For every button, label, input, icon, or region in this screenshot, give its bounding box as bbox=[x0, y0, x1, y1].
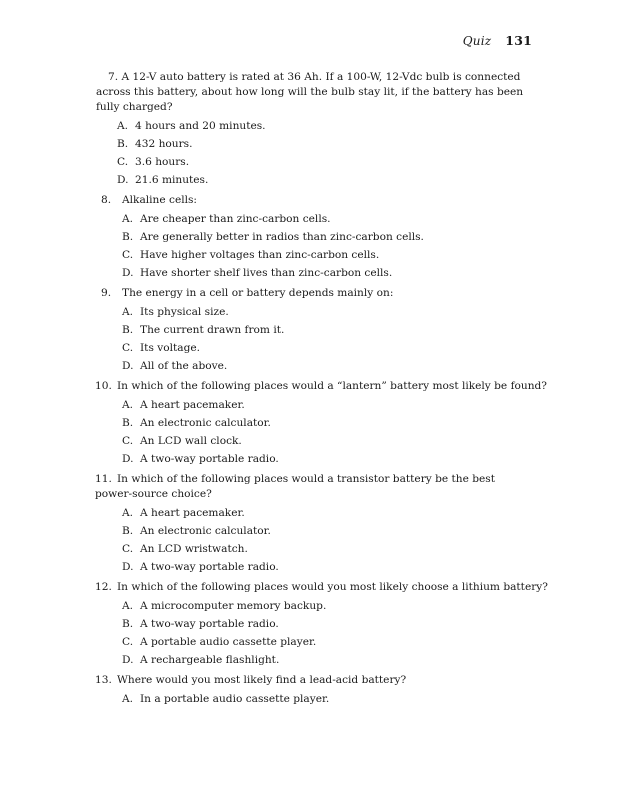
choice-d: D. Have shorter shelf lives than zinc-carbon cells. bbox=[122, 267, 393, 279]
question-text bbox=[95, 580, 548, 595]
question-body: The energy in a cell or battery depends mainly on: bbox=[122, 287, 394, 299]
choice-a: A. A heart pacemaker. bbox=[122, 399, 245, 411]
question-body: In which of the following places would you most likely choose a lithium battery? bbox=[117, 581, 548, 593]
choice-b: B. A two-way portable radio. bbox=[122, 618, 279, 630]
question-12 bbox=[95, 580, 548, 669]
choice-c: C. A portable audio cassette player. bbox=[122, 636, 317, 648]
choice-c: C. An LCD wall clock. bbox=[122, 435, 242, 447]
question-13 bbox=[95, 673, 531, 708]
choice-list bbox=[101, 210, 531, 282]
question-body: Alkaline cells: bbox=[122, 194, 197, 206]
question-number: 8. bbox=[101, 194, 112, 206]
choice-list bbox=[101, 597, 531, 669]
choice-c: C. An LCD wristwatch. bbox=[122, 543, 248, 555]
choice-list bbox=[101, 303, 531, 375]
choice-b: B. An electronic calculator. bbox=[122, 525, 271, 537]
choice-c: C. 3.6 hours. bbox=[117, 156, 190, 168]
choice-b: B. An electronic calculator. bbox=[122, 417, 271, 429]
question-text bbox=[101, 193, 531, 208]
question-body: In which of the following places would a “lantern” battery most likely be found? bbox=[117, 380, 547, 392]
question-text bbox=[96, 70, 531, 115]
choice-list bbox=[101, 504, 531, 576]
choice-a: A. In a portable audio cassette player. bbox=[122, 693, 330, 705]
choice-d: D. A two-way portable radio. bbox=[122, 453, 279, 465]
question-text bbox=[95, 673, 531, 688]
choice-list bbox=[101, 690, 531, 708]
question-8 bbox=[101, 193, 531, 282]
running-header bbox=[463, 33, 532, 48]
choice-b: B. Are generally better in radios than zinc-carbon cells. bbox=[122, 231, 424, 243]
question-text bbox=[95, 379, 547, 394]
choice-a: A. Are cheaper than zinc-carbon cells. bbox=[122, 213, 331, 225]
choice-b: B. 432 hours. bbox=[117, 138, 193, 150]
choice-d: D. A two-way portable radio. bbox=[122, 561, 279, 573]
question-11 bbox=[95, 472, 531, 576]
question-number: 13. bbox=[95, 674, 112, 686]
question-number: 7. bbox=[108, 71, 119, 83]
question-number: 11. bbox=[95, 473, 112, 485]
choice-d: D. 21.6 minutes. bbox=[117, 174, 209, 186]
choice-d: D. A rechargeable flashlight. bbox=[122, 654, 280, 666]
choice-b: B. The current drawn from it. bbox=[122, 324, 285, 336]
choice-a: A. A heart pacemaker. bbox=[122, 507, 245, 519]
question-7 bbox=[96, 70, 531, 189]
question-body: Where would you most likely find a lead-acid battery? bbox=[117, 674, 407, 686]
page-number: 131 bbox=[505, 33, 532, 48]
question-number: 12. bbox=[95, 581, 112, 593]
question-number: 9. bbox=[101, 287, 112, 299]
choice-c: C. Its voltage. bbox=[122, 342, 200, 354]
choice-a: A. A microcomputer memory backup. bbox=[122, 600, 327, 612]
quiz-content bbox=[95, 70, 548, 712]
choice-list bbox=[96, 117, 531, 189]
question-9 bbox=[101, 286, 531, 375]
question-number: 10. bbox=[95, 380, 112, 392]
question-10 bbox=[95, 379, 547, 468]
choice-list bbox=[101, 396, 531, 468]
choice-a: A. Its physical size. bbox=[122, 306, 229, 318]
question-body: A 12-V auto battery is rated at 36 Ah. If a 100-W, 12-Vdc bulb is connected across this battery, about how long will the bulb stay lit, if the battery has been fully charged? bbox=[96, 71, 524, 113]
question-body: In which of the following places would a transistor battery be the best power-source choice? bbox=[95, 473, 495, 500]
question-text bbox=[95, 472, 531, 502]
choice-d: D. All of the above. bbox=[122, 360, 228, 372]
choice-c: C. Have higher voltages than zinc-carbon cells. bbox=[122, 249, 380, 261]
choice-a: A. 4 hours and 20 minutes. bbox=[117, 120, 266, 132]
question-text bbox=[101, 286, 531, 301]
section-title: Quiz bbox=[462, 34, 492, 48]
